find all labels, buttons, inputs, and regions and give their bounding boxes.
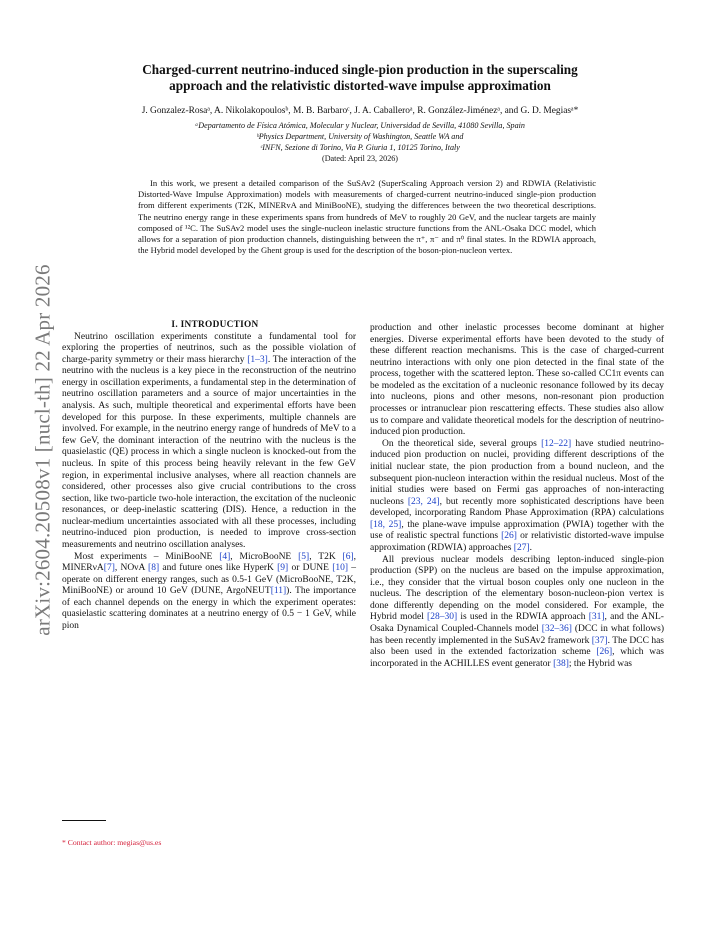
- citation-link[interactable]: [9]: [277, 563, 289, 574]
- affiliation-a: ᵃDepartamento de Física Atómica, Molecular y Nuclear, Universidad de Sevilla, 41080 Sevilla, Spain: [195, 121, 525, 130]
- citation-link[interactable]: [1–3]: [247, 354, 268, 365]
- paragraph: production and other inelastic processes become dominant at higher energies. Diverse experimental efforts have been devoted to the study of these different reaction mechanisms. This is the case of charged-current neutrino interactions with only one pion detected in the final state of the process, together with the scattered lepton. These so-called CC1π events can be modeled as the excitation of a nucleonic resonance followed by its decay into nucleons, pions and other mesons, non-resonant pion production processes or intranuclear pion rescattering effects. These studies also allow us to compare and validate theoretical models for the description of neutrino-induced pion production.: [370, 323, 664, 438]
- arxiv-stamp: [28, 250, 58, 650]
- affiliation-c: ᶜINFN, Sezione di Torino, Via P. Giuria 1, 10125 Torino, Italy: [260, 143, 460, 152]
- citation-link[interactable]: [26]: [501, 531, 517, 542]
- affiliations: [70, 120, 650, 164]
- citation-link[interactable]: [38]: [553, 658, 569, 669]
- citation-link[interactable]: [8]: [148, 563, 160, 574]
- citation-link[interactable]: [11]: [270, 586, 287, 597]
- citation-link[interactable]: [26]: [596, 647, 613, 658]
- footnote-rule: [62, 820, 106, 821]
- footnote-contact-author[interactable]: * Contact author: megias@us.es: [62, 838, 162, 847]
- paragraph: Neutrino oscillation experiments constitute a fundamental tool for exploring the properties of neutrinos, such as the possible violation of charge-parity symmetry or their mass hierarchy [1–3]. The interaction of the neutrino with the nucleus is a key piece in the reconstruction of the neutrino energy in oscillation experiments, a fundamental step in the determination of neutrino oscillation parameters and a source of major uncertainties in the analysis. As such, multiple theoretical and experimental efforts have been developed for this purpose. In these experiments, multiple channels are involved. For example, in the neutrino energy range of hundreds of MeV to a few GeV, the dominant interaction of the neutrino with the nucleus is the quasielastic (QE) process in which a single nucleon is knocked-out from the nucleus. In spite of this process being heavily relevant in the few GeV region, in experimental inclusive analyses, where all reaction channels are considered, other processes also give crucial contributions to the cross section, like two-particle two-hole interaction, the excitation of the nucleonic resonances, or deep-inelastic scattering (DIS). Hence, a reduction in the nuclear-medium uncertainties associated with all these processes, including neutrino-induced pion production, is needed to improve cross-section measurements and neutrino oscillation analyses.: [62, 331, 356, 550]
- title-line-2: approach and the relativistic distorted-wave impulse approximation: [169, 78, 551, 93]
- left-column: [62, 320, 356, 633]
- citation-link[interactable]: [37]: [591, 635, 608, 646]
- citation-link[interactable]: [18, 25]: [370, 519, 402, 530]
- citation-link[interactable]: [32–36]: [541, 624, 572, 635]
- paragraph: All previous nuclear models describing lepton-induced single-pion production (SPP) on the nucleus are based on the impulse approximation, i.e., they consider that the virtual boson couples only one nucleon in the nucleus. The description of the elementary boson-nucleon-pion vertex is done differently depending on the model considered. For example, the Hybrid model [28–30] is used in the RDWIA approach [31], and the ANL-Osaka Dynamical Coupled-Channels model [32–36] (DCC in what follows) has been recently implemented in the SuSAv2 framework [37]. The DCC has also been used in the extended factorization scheme [26], which was incorporated in the ACHILLES event generator [38]; the Hybrid was: [370, 554, 664, 669]
- citation-link[interactable]: [4]: [219, 551, 231, 562]
- section-heading-introduction: I. INTRODUCTION: [171, 320, 259, 330]
- citation-link[interactable]: [31]: [588, 612, 605, 623]
- right-column: [370, 323, 664, 670]
- abstract: In this work, we present a detailed comparison of the SuSAv2 (SuperScaling Approach version 2) and RDWIA (Relativistic Distorted-Wave Impulse Approximation) models with measurements of charged-current neutrino-induced single-pion production from different experiments (T2K, MINERvA and MiniBooNE), studying the differences between the two theoretical descriptions. The neutrino energy range in these experiments spans from hundreds of MeV to roughly 20 GeV, and the nuclear targets are mainly composed of ¹²C. The SuSAv2 model uses the single-nucleon inelastic structure functions from the ANL-Osaka DCC model, which allows for a separation of pion production channels, distinguishing between the π⁺, π⁻ and π⁰ final states. In the RDWIA approach, the Hybrid model developed by the Ghent group is used for the description of the boson-pion-nucleon vertex.: [138, 178, 596, 256]
- arxiv-stamp-text: arXiv:2604.20508v1 [nucl-th] 22 Apr 2026: [30, 264, 55, 636]
- citation-link[interactable]: [27]: [513, 542, 530, 553]
- citation-link[interactable]: [7]: [103, 563, 115, 574]
- paragraph: Most experiments – MiniBooNE [4], MicroBooNE [5], T2K [6], MINERνA[7], NOνA [8] and future ones like HyperK [9] or DUNE [10] – operate on different energy ranges, such as 0.5-1 GeV (MicroBooNE, T2K, MiniBooNE) or around 10 GeV (DUNE, ArgoNEUT[11]). The importance of each channel depends on the energy in which the experiment operates: quasielastic scattering dominates at a neutrino energy of 0.5 − 1 GeV, while pion: [62, 551, 357, 632]
- author-list: J. Gonzalez-Rosaᵃ, A. Nikolakopoulosᵇ, M. B. Barbaroᶜ, J. A. Caballeroᵃ, R. González-Jiménezᵃ, and G. D. Megiasᵃ*: [141, 106, 579, 116]
- affiliation-b: ᵇPhysics Department, University of Washington, Seattle WA and: [256, 132, 464, 141]
- citation-link[interactable]: [5]: [298, 551, 310, 562]
- citation-link[interactable]: [6]: [342, 551, 354, 562]
- citation-link[interactable]: [23, 24]: [407, 496, 440, 507]
- dated-line: (Dated: April 23, 2026): [322, 154, 398, 163]
- citation-link[interactable]: [10]: [332, 563, 349, 574]
- paper-title: [70, 62, 650, 94]
- title-line-1: Charged-current neutrino-induced single-pion production in the superscaling: [142, 62, 578, 77]
- citation-link[interactable]: [12–22]: [541, 438, 572, 449]
- paragraph: On the theoretical side, several groups [12–22] have studied neutrino-induced pion production on nuclei, providing different descriptions of the initial nuclear state, the pion production from a bound nucleon, and the subsequent pion-nucleon interaction within the residual nucleus. Most of the initial studies were based on Fermi gas approaches of non-interacting nucleons [23, 24], but recently more sophisticated descriptions have been developed, incorporating Random Phase Approximation (RPA) calculations [18, 25], the plane-wave impulse approximation (PWIA) together with the use of realistic spectral functions [26] or relativistic distorted-wave impulse approximation (RDWIA) approaches [27].: [370, 438, 664, 553]
- citation-link[interactable]: [28–30]: [427, 612, 458, 623]
